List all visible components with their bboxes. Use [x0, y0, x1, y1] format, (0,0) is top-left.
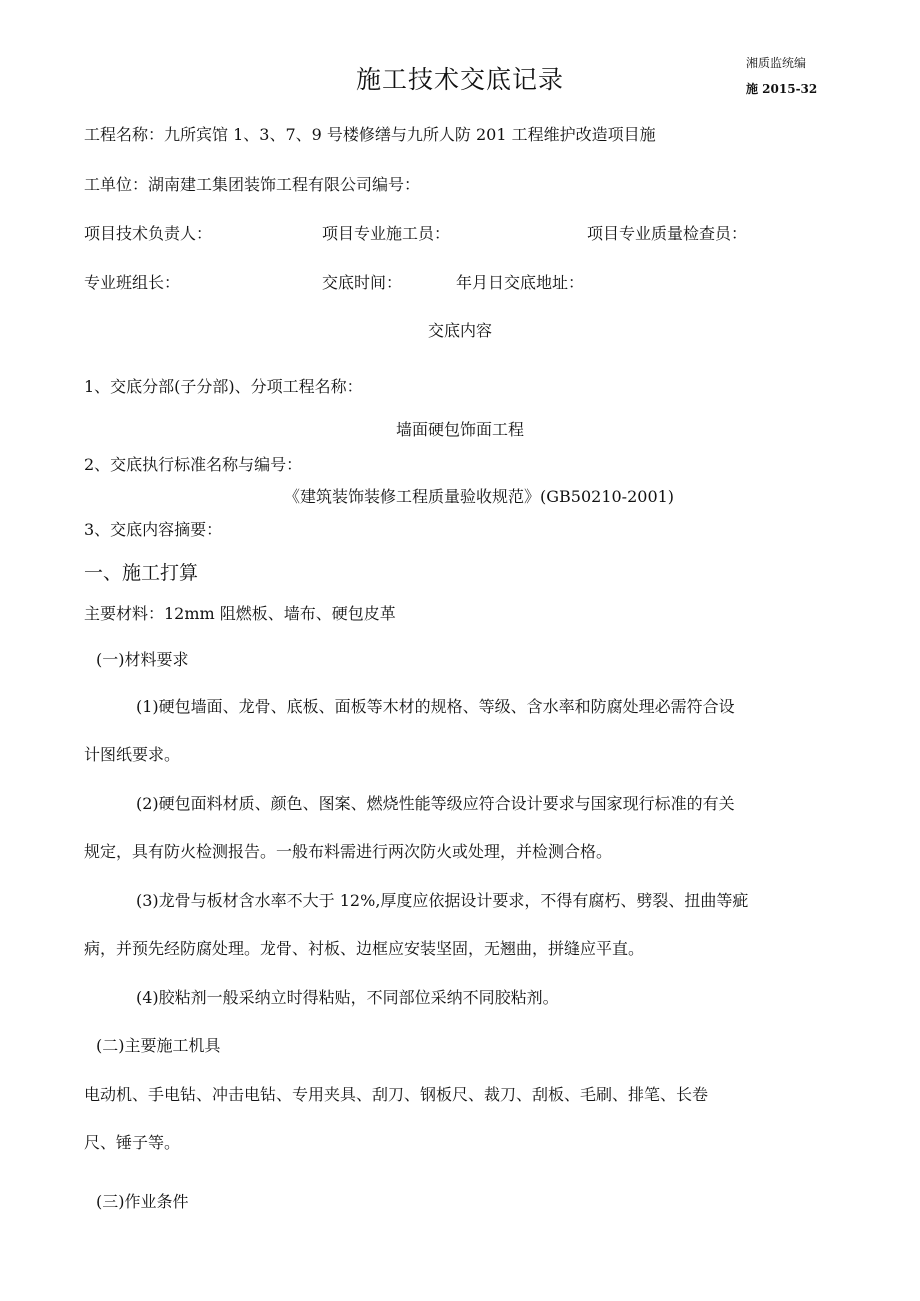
- tools-line2: 尺、锤子等。: [84, 1133, 181, 1152]
- item3-label: 3、交底内容摘要：: [84, 520, 223, 539]
- handover-time-label: 交底时间：: [322, 273, 403, 292]
- document-title: 施工技术交底记录: [355, 65, 564, 94]
- date-address-label: 年月日交底地址：: [456, 273, 585, 292]
- item1-label: 1、交底分部(子分部)、分项工程名称：: [84, 377, 363, 396]
- project-name-line: 工程名称：九所宾馆 1、3、7、9 号楼修缮与九所人防 201 工程维护改造项目施: [84, 125, 656, 144]
- paragraph4: (4)胶粘剂一般采纳立时得粘贴，不同部位采纳不同胶粘剂。: [136, 988, 559, 1007]
- paragraph3-line2: 病，并预先经防腐处理。龙骨、衬板、边框应安装坚固，无翘曲，拼缝应平直。: [84, 939, 645, 958]
- paragraph2-line1: (2)硬包面料材质、颜色、图案、燃烧性能等级应符合设计要求与国家现行标准的有关: [136, 794, 735, 813]
- subsection3-heading: (三)作业条件: [96, 1192, 189, 1211]
- item2-label: 2、交底执行标准名称与编号：: [84, 455, 303, 474]
- main-materials: 主要材料：12mm 阻燃板、墙布、硬包皮革: [84, 604, 396, 623]
- item2-value: 《建筑装饰装修工程质量验收规范》(GB50210-2001): [284, 487, 675, 506]
- paragraph2-line2: 规定，具有防火检测报告。一般布料需进行两次防火或处理，并检测合格。: [84, 842, 613, 861]
- site-constructor-label: 项目专业施工员：: [322, 224, 451, 243]
- construction-unit-line: 工单位：湖南建工集团装饰工程有限公司编号：: [84, 175, 421, 194]
- form-code-line1: 湘质监统编: [746, 56, 807, 70]
- tech-lead-label: 项目技术负责人：: [84, 224, 213, 243]
- content-heading: 交底内容: [427, 321, 492, 340]
- tools-line1: 电动机、手电钻、冲击电钻、专用夹具、刮刀、钢板尺、裁刀、刮板、毛刷、排笔、长卷: [84, 1085, 709, 1104]
- team-leader-label: 专业班组长：: [84, 273, 181, 292]
- form-code-line2: 施 2015-32: [746, 82, 818, 96]
- subsection2-heading: (二)主要施工机具: [96, 1036, 221, 1055]
- section1-heading: 一、施工打算: [84, 562, 199, 584]
- item1-value: 墙面硬包饰面工程: [395, 420, 524, 439]
- paragraph1-line2: 计图纸要求。: [84, 745, 181, 764]
- subsection1-heading: (一)材料要求: [96, 650, 189, 669]
- paragraph1-line1: (1)硬包墙面、龙骨、底板、面板等木材的规格、等级、含水率和防腐处理必需符合设: [136, 697, 735, 716]
- paragraph3-line1: (3)龙骨与板材含水率不大于 12%,厚度应依据设计要求，不得有腐朽、劈裂、扭曲等疵: [136, 891, 749, 910]
- quality-inspector-label: 项目专业质量检查员：: [587, 224, 748, 243]
